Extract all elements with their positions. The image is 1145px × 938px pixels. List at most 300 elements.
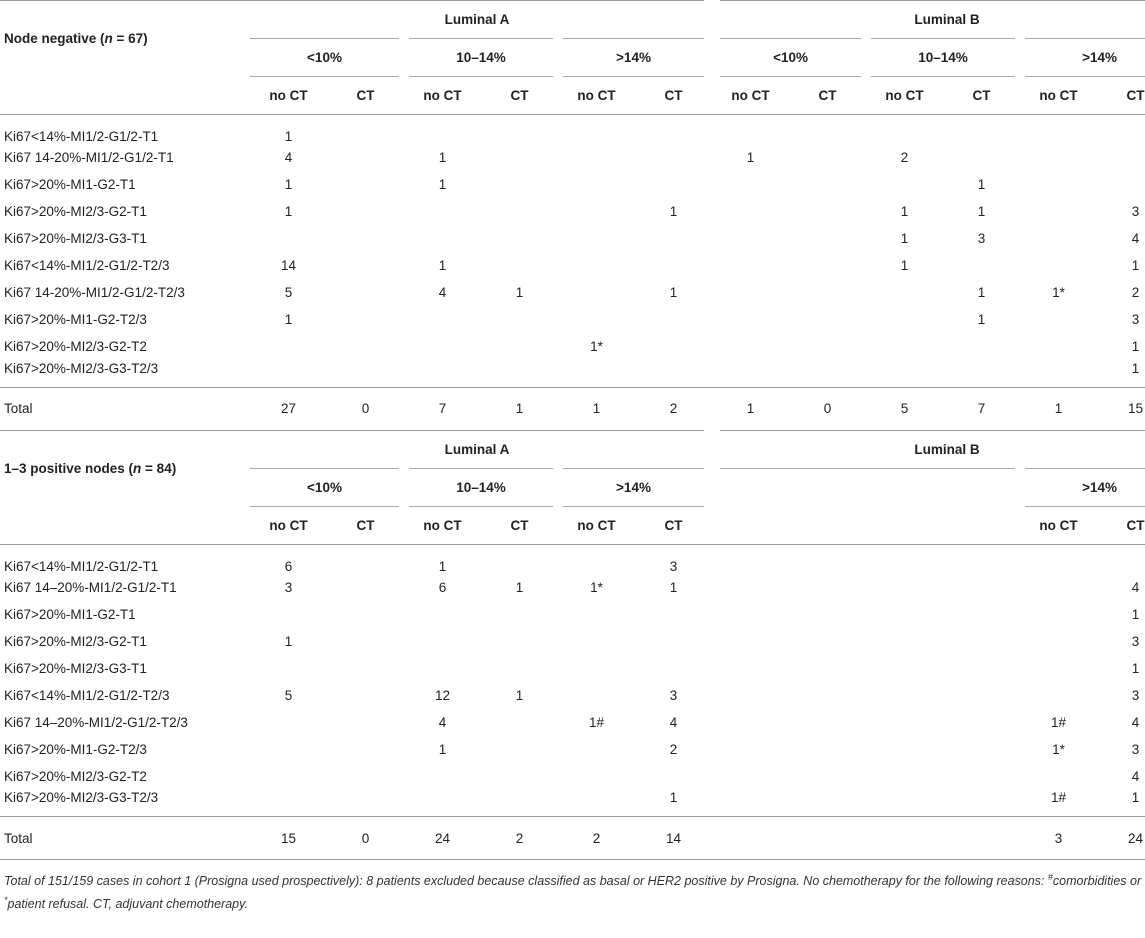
table-row (0, 252, 1145, 279)
table-cell: 1 (900, 204, 909, 219)
table-cell: 24 (434, 830, 451, 846)
table-cell: 1 (515, 285, 524, 300)
row-label: Ki67 14–20%-MI1/2-G1/2-T1 (4, 579, 177, 595)
table-cell: 3 (284, 579, 293, 595)
row-label: Ki67>20%-MI1-G2-T2/3 (4, 312, 147, 327)
empty-cell (866, 790, 943, 817)
row-label: Ki67<14%-MI1/2-G1/2-T1 (4, 558, 159, 574)
range-header: >14% (558, 39, 712, 77)
empty-cell (943, 817, 1020, 860)
range-header: <10% (250, 39, 404, 77)
empty-cell (789, 709, 866, 736)
table-cell (1020, 574, 1097, 601)
table-cell (712, 171, 789, 198)
table-cell (789, 252, 866, 279)
table-cell (1097, 171, 1145, 198)
table-cell (327, 790, 404, 817)
table-cell (481, 709, 558, 736)
empty-cell (712, 544, 789, 574)
table-cell: 1 (438, 741, 447, 757)
table-cell (250, 763, 327, 790)
table-cell (1097, 115, 1145, 145)
table-cell: 1 (669, 579, 678, 595)
table-cell (481, 360, 558, 387)
table-cell (481, 333, 558, 360)
table-cell: 1 (1131, 660, 1140, 676)
section2-header (0, 430, 1145, 544)
row-label: Ki67<14%-MI1/2-G1/2-T2/3 (4, 258, 170, 273)
table-cell: 4 (1131, 768, 1140, 784)
table-cell (481, 225, 558, 252)
row-label: Ki67<14%-MI1/2-G1/2-T1 (4, 129, 159, 144)
table-cell (558, 763, 635, 790)
table-row (0, 736, 1145, 763)
table-cell (481, 252, 558, 279)
table-cell (558, 655, 635, 682)
section2-title: 1–3 positive nodes (n = 84) (4, 460, 177, 476)
empty-cell (866, 682, 943, 709)
table-cell (1020, 333, 1097, 360)
empty-cell (943, 574, 1020, 601)
table-cell: 6 (284, 558, 293, 574)
ct-header: CT (356, 517, 375, 533)
ct-header: no CT (577, 88, 616, 103)
row-label: Ki67>20%-MI2/3-G3-T2/3 (4, 360, 159, 376)
empty-cell (789, 790, 866, 817)
table-cell: 1 (900, 231, 909, 246)
table-cell (558, 601, 635, 628)
table-cell: 1 (977, 285, 986, 300)
table-cell (481, 306, 558, 333)
table-cell: 4 (1131, 579, 1140, 595)
table-cell: 1* (590, 579, 603, 595)
empty-cell (866, 628, 943, 655)
empty-cell (943, 763, 1020, 790)
row-label: Ki67 14–20%-MI1/2-G1/2-T2/3 (4, 714, 188, 730)
table-cell (558, 225, 635, 252)
row-label: Ki67>20%-MI1-G2-T1 (4, 177, 136, 192)
table-cell (404, 790, 481, 817)
row-label: Ki67<14%-MI1/2-G1/2-T2/3 (4, 687, 170, 703)
table-cell: 3 (1131, 687, 1140, 703)
table-cell (558, 628, 635, 655)
table-cell (404, 601, 481, 628)
table-row (0, 682, 1145, 709)
table-cell: 1 (438, 258, 447, 273)
table-cell: 4 (1131, 714, 1140, 730)
table-cell: 3 (1131, 204, 1140, 219)
section1-body (0, 115, 1145, 388)
table-cell: 1 (438, 150, 447, 165)
row-label: Ki67>20%-MI1-G2-T1 (4, 606, 136, 622)
empty-cell (789, 544, 866, 574)
table-cell (866, 115, 943, 145)
table-cell: 4 (1131, 231, 1140, 246)
table-cell: 7 (438, 401, 447, 416)
table-cell (789, 333, 866, 360)
empty-cell (712, 628, 789, 655)
section1-header (0, 1, 1145, 115)
table-cell: 3 (977, 231, 986, 246)
table-row (0, 544, 1145, 574)
table-cell: 15 (1128, 401, 1144, 416)
empty-cell (943, 736, 1020, 763)
table-cell: 1 (900, 258, 909, 273)
table-cell: 1# (1051, 714, 1067, 730)
table-cell (558, 544, 635, 574)
table-cell: 1 (284, 312, 293, 327)
table-cell: 1 (746, 150, 755, 165)
row-label: Ki67>20%-MI1-G2-T2/3 (4, 741, 147, 757)
ct-header: no CT (423, 517, 462, 533)
table-cell: 3 (669, 558, 678, 574)
row-label: Total (4, 401, 33, 416)
section1-title: Node negative (n = 67) (4, 31, 148, 47)
table-cell (250, 709, 327, 736)
empty-cell (866, 709, 943, 736)
table-cell (558, 144, 635, 171)
empty-cell (943, 682, 1020, 709)
row-label: Ki67>20%-MI2/3-G3-T1 (4, 231, 147, 246)
table-cell (866, 360, 943, 387)
table-cell (558, 306, 635, 333)
table-cell (558, 252, 635, 279)
empty-cell (789, 736, 866, 763)
table-cell: 15 (280, 830, 297, 846)
table-cell (327, 628, 404, 655)
table-cell (327, 544, 404, 574)
table-row (0, 601, 1145, 628)
table-cell: 1 (515, 687, 524, 703)
ct-header: no CT (269, 88, 308, 103)
table-cell (712, 198, 789, 225)
table-cell (1020, 360, 1097, 387)
table-cell: 1# (588, 714, 605, 730)
table-cell: 1 (977, 204, 986, 219)
table-cell (635, 360, 712, 387)
empty-cell (712, 709, 789, 736)
empty-cell (866, 817, 943, 860)
table-cell (558, 279, 635, 306)
table-cell: 4 (438, 285, 447, 300)
table-cell (404, 306, 481, 333)
table-cell (1020, 198, 1097, 225)
ct-header: no CT (885, 88, 924, 103)
table-cell (250, 333, 327, 360)
ct-header: no CT (731, 88, 770, 103)
range-header: 10–14% (866, 39, 1020, 77)
table-cell: 1 (1054, 401, 1063, 416)
table-cell (712, 306, 789, 333)
ct-header: no CT (423, 88, 462, 103)
table-cell: 5 (284, 285, 293, 300)
table-cell: 0 (361, 401, 370, 416)
table-cell (327, 279, 404, 306)
table-cell (327, 601, 404, 628)
table-cell (789, 115, 866, 145)
table-cell (327, 171, 404, 198)
section2-body (0, 544, 1145, 817)
table-cell (1097, 144, 1145, 171)
table-cell (481, 544, 558, 574)
table-cell (789, 225, 866, 252)
table-cell: 1 (284, 129, 293, 144)
table-cell (943, 115, 1020, 145)
table-cell (250, 225, 327, 252)
luminal-a-header: Luminal A (250, 430, 712, 468)
table-cell (250, 601, 327, 628)
table-cell (404, 628, 481, 655)
ct-header: CT (510, 88, 529, 103)
table-row (0, 171, 1145, 198)
table-cell: 12 (434, 687, 451, 703)
total-row (0, 817, 1145, 860)
table-cell: 4 (284, 150, 293, 165)
table-cell (866, 171, 943, 198)
table-cell (327, 144, 404, 171)
table-cell (1020, 171, 1097, 198)
row-label: Ki67>20%-MI2/3-G3-T1 (4, 660, 147, 676)
table-cell: 6 (438, 579, 447, 595)
table-cell: 14 (280, 258, 297, 273)
empty-cell (789, 628, 866, 655)
table-cell (481, 144, 558, 171)
empty-cell (866, 763, 943, 790)
table-cell (712, 252, 789, 279)
table-cell (481, 763, 558, 790)
ct-header: no CT (1039, 517, 1078, 533)
table-cell (481, 115, 558, 145)
table-cell: 4 (669, 714, 678, 730)
table-cell (481, 736, 558, 763)
table-cell (558, 115, 635, 145)
table-cell: 1 (746, 401, 755, 416)
table-cell (404, 115, 481, 145)
empty-cell (712, 574, 789, 601)
table-cell (943, 252, 1020, 279)
table-cell (789, 198, 866, 225)
ct-header: CT (1126, 88, 1145, 103)
table-cell (712, 225, 789, 252)
table-cell (481, 198, 558, 225)
empty-cell (943, 506, 1020, 544)
table-cell: 1 (438, 558, 447, 574)
range-header: 10–14% (404, 468, 558, 506)
table-cell: 1 (669, 204, 678, 219)
row-label: Ki67 14-20%-MI1/2-G1/2-T2/3 (4, 285, 185, 300)
table-cell (635, 252, 712, 279)
table-cell (558, 790, 635, 817)
table-cell (1020, 601, 1097, 628)
table-cell (327, 682, 404, 709)
table-cell (635, 225, 712, 252)
empty-cell (866, 601, 943, 628)
table-cell (327, 709, 404, 736)
empty-cell (943, 655, 1020, 682)
ct-header: CT (664, 88, 683, 103)
empty-cell (712, 790, 789, 817)
table-cell (712, 115, 789, 145)
table-cell (866, 279, 943, 306)
table-cell (558, 736, 635, 763)
row-label: Ki67>20%-MI2/3-G2-T2 (4, 339, 147, 354)
table-cell (943, 360, 1020, 387)
table-row (0, 198, 1145, 225)
table-cell: 2 (900, 150, 909, 165)
table-cell (789, 360, 866, 387)
table-cell: 2 (669, 401, 678, 416)
empty-cell (789, 601, 866, 628)
ct-header: CT (818, 88, 837, 103)
row-label: Total (4, 830, 33, 846)
table-cell (866, 333, 943, 360)
empty-cell (866, 544, 943, 574)
empty-cell (943, 628, 1020, 655)
table-cell (635, 601, 712, 628)
table-cell: 1 (1131, 258, 1140, 273)
table-cell: 5 (284, 687, 293, 703)
table-cell: 1 (1131, 606, 1140, 622)
section2-total (0, 817, 1145, 860)
range-header: >14% (1020, 468, 1145, 506)
table-cell (404, 225, 481, 252)
empty-cell (866, 655, 943, 682)
table-cell: 14 (665, 830, 682, 846)
table-cell: 3 (669, 687, 678, 703)
row-label: Ki67>20%-MI2/3-G3-T2/3 (4, 790, 159, 806)
table-cell (250, 655, 327, 682)
table-cell (404, 360, 481, 387)
table-row (0, 279, 1145, 306)
table-cell: 5 (900, 401, 909, 416)
table-cell (789, 279, 866, 306)
table-cell: 1* (1052, 741, 1065, 757)
table-cell (1097, 544, 1145, 574)
table-cell (789, 306, 866, 333)
table-cell: 4 (438, 714, 447, 730)
table-cell (481, 601, 558, 628)
table-cell: 2 (1131, 285, 1140, 300)
row-label: Ki67>20%-MI2/3-G2-T1 (4, 204, 147, 219)
table-cell: 1# (1051, 790, 1067, 806)
table-cell: 2 (515, 830, 524, 846)
table-cell (327, 306, 404, 333)
table-cell (558, 360, 635, 387)
ct-header: no CT (577, 517, 616, 533)
empty-cell (789, 506, 866, 544)
table-cell (712, 279, 789, 306)
empty-cell (789, 763, 866, 790)
row-label: Ki67>20%-MI2/3-G2-T1 (4, 633, 147, 649)
ct-header: CT (972, 88, 991, 103)
ct-header: CT (1126, 517, 1145, 533)
table-cell: 1 (284, 177, 293, 192)
table-row (0, 574, 1145, 601)
table-cell: 1 (515, 401, 524, 416)
table-row (0, 306, 1145, 333)
table-cell (404, 198, 481, 225)
table-cell (1020, 544, 1097, 574)
table-cell: 1 (1131, 790, 1140, 806)
empty-cell (712, 682, 789, 709)
row-label: Ki67 14-20%-MI1/2-G1/2-T1 (4, 150, 174, 165)
table-row (0, 333, 1145, 360)
table-row (0, 763, 1145, 790)
table-cell (789, 171, 866, 198)
empty-cell (943, 709, 1020, 736)
table-cell: 0 (361, 830, 370, 846)
table-cell: 3 (1054, 830, 1063, 846)
table-cell: 1 (669, 285, 678, 300)
table-cell (1020, 682, 1097, 709)
empty-cell (712, 817, 789, 860)
table-cell (1020, 115, 1097, 145)
row-label: Ki67>20%-MI2/3-G2-T2 (4, 768, 147, 784)
table-cell (481, 628, 558, 655)
range-header: >14% (558, 468, 712, 506)
range-header: 10–14% (404, 39, 558, 77)
table-cell: 27 (280, 401, 297, 416)
table-row (0, 115, 1145, 145)
empty-cell (712, 655, 789, 682)
table-cell (250, 736, 327, 763)
table-row (0, 709, 1145, 736)
empty-cell (712, 601, 789, 628)
table-row (0, 225, 1145, 252)
table-cell (1020, 628, 1097, 655)
table-cell (712, 333, 789, 360)
table-cell (404, 333, 481, 360)
table-cell: 3 (1131, 312, 1140, 327)
table-cell (327, 655, 404, 682)
table-cell (250, 790, 327, 817)
empty-cell (789, 817, 866, 860)
table-cell (1020, 144, 1097, 171)
table-cell (635, 763, 712, 790)
table-cell: 1 (515, 579, 524, 595)
table-cell (327, 360, 404, 387)
table-footnote: Total of 151/159 cases in cohort 1 (Prosigna used prospectively): 8 patients excluded because classified as basal or HER2 positive by Prosigna. No chemotherapy for the following reasons: #comorbidities or *patient refusal. CT, adjuvant chemotherapy. (0, 860, 1145, 915)
table-cell: 1 (977, 312, 986, 327)
table-cell (943, 144, 1020, 171)
table-cell: 1 (284, 204, 293, 219)
table-cell: 1* (1052, 285, 1065, 300)
table-cell (327, 198, 404, 225)
table-cell: 1 (284, 633, 293, 649)
table-cell (943, 333, 1020, 360)
table-cell (327, 225, 404, 252)
table-cell (712, 360, 789, 387)
luminal-b-header: Luminal B (712, 430, 1145, 468)
table-cell (327, 115, 404, 145)
table-cell (558, 198, 635, 225)
table-cell (635, 171, 712, 198)
table-cell: 0 (823, 401, 832, 416)
table-cell (635, 115, 712, 145)
table-cell (250, 360, 327, 387)
table-cell (789, 144, 866, 171)
table-cell (481, 790, 558, 817)
table-cell: 1* (590, 339, 603, 354)
empty-cell (789, 682, 866, 709)
table-cell: 7 (977, 401, 986, 416)
table-cell: 1 (977, 177, 986, 192)
empty-cell (866, 574, 943, 601)
table-cell (635, 655, 712, 682)
table-cell (635, 333, 712, 360)
ct-header: no CT (1039, 88, 1078, 103)
section1-total (0, 387, 1145, 430)
